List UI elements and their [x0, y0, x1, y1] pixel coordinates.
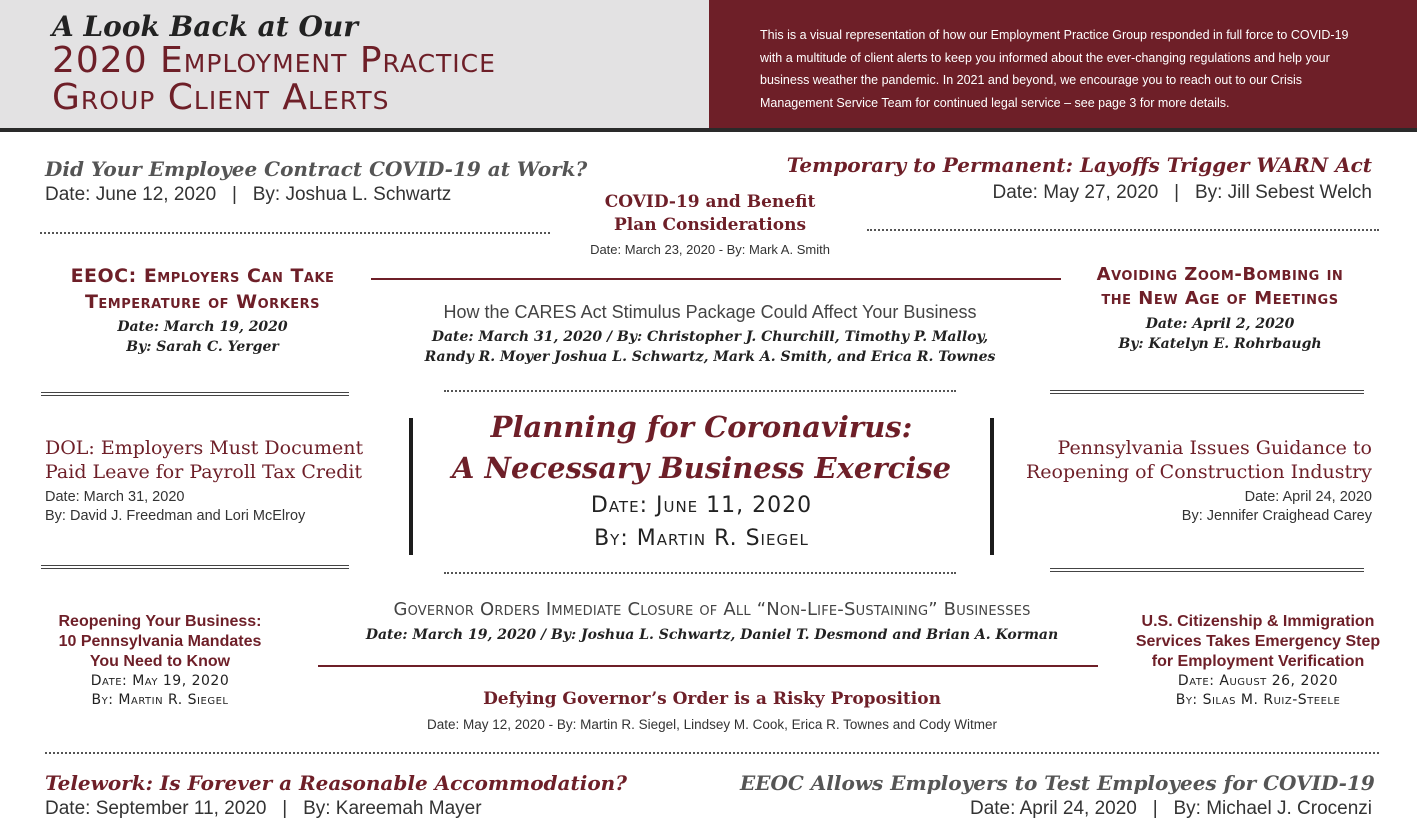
alert-contract-meta: Date: June 12, 2020 | By: Joshua L. Schwartz [45, 184, 452, 205]
alert-warn-title[interactable]: Temporary to Permanent: Layoffs Trigger WARN Act [786, 153, 1372, 177]
alert-dol-title-1[interactable]: DOL: Employers Must Document [45, 437, 364, 459]
alert-contract-title[interactable]: Did Your Employee Contract COVID-19 at Work? [45, 157, 588, 181]
alert-cares-meta-2: Randy R. Moyer Joshua L. Schwartz, Mark A. Smith, and Erica R. Townes [424, 349, 996, 365]
divider-double [1050, 390, 1364, 394]
alert-zoom-by: By: Katelyn E. Rohrbaugh [1118, 336, 1322, 352]
alert-cares-title[interactable]: How the CARES Act Stimulus Package Could Affect Your Business [443, 302, 977, 322]
main-title-line2: Group Client Alerts [52, 77, 390, 118]
alert-uscis-date: Date: August 26, 2020 [1177, 673, 1339, 689]
alert-benefit-title-2[interactable]: Plan Considerations [613, 215, 807, 235]
divider-double [1050, 568, 1364, 572]
alert-planning-title-1[interactable]: Planning for Coronavirus: [490, 410, 913, 444]
alert-defying-title[interactable]: Defying Governor’s Order is a Risky Proposition [483, 689, 941, 709]
alert-uscis-by: By: Silas M. Ruiz-Steele [1175, 692, 1341, 708]
alert-eeoc-test-title[interactable]: EEOC Allows Employers to Test Employees for COVID-19 [740, 771, 1375, 795]
alert-governor-closure-meta: Date: March 19, 2020 / By: Joshua L. Schwartz, Daniel T. Desmond and Brian A. Korman [365, 627, 1059, 643]
divider-dotted [867, 229, 1379, 231]
alert-reopening-title-2[interactable]: 10 Pennsylvania Mandates [58, 633, 262, 650]
main-title-line1: 2020 Employment Practice [52, 40, 496, 81]
header-bottom-bar [0, 128, 1417, 132]
alert-eeoc-temp-date: Date: March 19, 2020 [117, 319, 288, 335]
intro-paragraph: This is a visual representation of how our Employment Practice Group responded in full force to COVID-19 with a multitude of client alerts to keep you informed about the ever-changing regulations and help your business weather the pandemic. In 2021 and beyond, we encourage you to reach out to our Crisis Management Service Team for continued legal service – see page 3 for more details. [760, 28, 1349, 110]
alert-cares-meta-1: Date: March 31, 2020 / By: Christopher J. Churchill, Timothy P. Malloy, [431, 329, 989, 345]
alert-dol-title-2[interactable]: Paid Leave for Payroll Tax Credit [45, 461, 363, 483]
alert-warn-meta: Date: May 27, 2020 | By: Jill Sebest Welch [992, 182, 1372, 203]
alert-uscis-title-1[interactable]: U.S. Citizenship & Immigration [1141, 613, 1375, 630]
divider-dotted [40, 232, 550, 234]
lookback-heading: A Look Back at Our [52, 10, 358, 43]
divider-maroon-rule [371, 278, 1061, 280]
alert-construction-by: By: Jennifer Craighead Carey [1181, 508, 1372, 524]
alert-construction-date: Date: April 24, 2020 [1244, 489, 1372, 505]
alert-eeoc-temp-title-1[interactable]: EEOC: Employers Can Take [70, 265, 335, 287]
feature-bar-right [990, 418, 994, 555]
alert-benefit-title-1[interactable]: COVID-19 and Benefit [604, 192, 816, 212]
header [0, 0, 1417, 132]
divider-double [41, 392, 349, 396]
divider-dotted [444, 572, 956, 574]
alert-eeoc-temp-by: By: Sarah C. Yerger [126, 339, 279, 355]
alert-benefit-meta: Date: March 23, 2020 - By: Mark A. Smith [590, 242, 830, 257]
alert-zoom-title-1[interactable]: Avoiding Zoom-Bombing in [1096, 264, 1344, 285]
divider-dotted [444, 390, 956, 392]
alert-reopening-date: Date: May 19, 2020 [90, 673, 230, 689]
alert-reopening-title-3[interactable]: You Need to Know [89, 653, 231, 670]
alert-construction-title-2[interactable]: Reopening of Construction Industry [1026, 461, 1372, 483]
alert-eeoc-temp-title-2[interactable]: Temperature of Workers [84, 291, 321, 313]
alert-planning-title-2[interactable]: A Necessary Business Exercise [451, 451, 952, 485]
alert-planning-date: Date: June 11, 2020 [590, 493, 813, 518]
alert-construction-title-1[interactable]: Pennsylvania Issues Guidance to [1057, 437, 1372, 459]
alert-eeoc-test-meta: Date: April 24, 2020 | By: Michael J. Crocenzi [969, 798, 1372, 819]
alert-uscis-title-3[interactable]: for Employment Verification [1151, 653, 1365, 670]
alert-telework-meta: Date: September 11, 2020 | By: Kareemah Mayer [45, 798, 482, 819]
divider-maroon-rule [318, 665, 1098, 667]
alert-uscis-title-2[interactable]: Services Takes Emergency Step [1135, 633, 1381, 650]
alert-telework-title[interactable]: Telework: Is Forever a Reasonable Accommodation? [45, 771, 627, 795]
alert-dol-date: Date: March 31, 2020 [45, 489, 185, 505]
alert-reopening-by: By: Martin R. Siegel [91, 692, 229, 708]
alert-zoom-title-2[interactable]: the New Age of Meetings [1101, 288, 1339, 309]
alert-zoom-date: Date: April 2, 2020 [1145, 316, 1295, 332]
alert-reopening-title-1[interactable]: Reopening Your Business: [58, 613, 262, 630]
alert-planning-by: By: Martin R. Siegel [594, 526, 809, 551]
alert-defying-meta: Date: May 12, 2020 - By: Martin R. Siegel, Lindsey M. Cook, Erica R. Townes and Cody Witmer [427, 717, 997, 732]
divider-double [41, 565, 349, 569]
alert-governor-closure-title[interactable]: Governor Orders Immediate Closure of All “Non-Life-Sustaining” Businesses [393, 599, 1031, 620]
alert-dol-by: By: David J. Freedman and Lori McElroy [45, 508, 306, 524]
divider-dotted [45, 752, 1379, 754]
